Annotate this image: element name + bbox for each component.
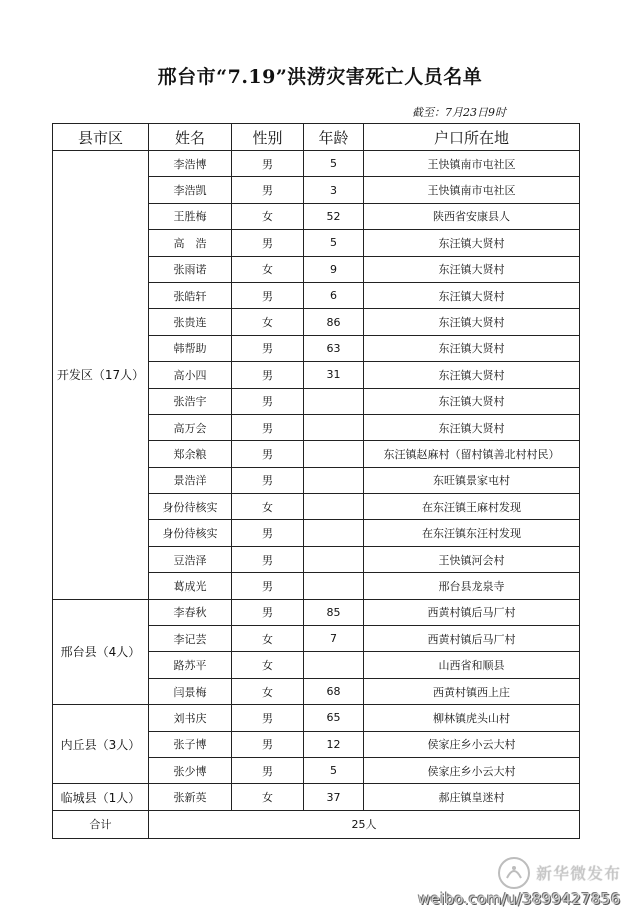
age-cell: 5 [304,230,364,256]
header-gender: 性别 [232,124,304,151]
as-of-timestamp: 截至：7月23日9时 [412,106,506,119]
name-cell: 张少博 [149,757,232,783]
name-cell: 景浩洋 [149,467,232,493]
name-cell: 闫景梅 [149,678,232,704]
gender-cell: 女 [232,256,304,282]
name-cell: 高万会 [149,414,232,440]
address-cell: 东汪镇大贤村 [364,335,580,361]
address-cell: 东汪镇大贤村 [364,414,580,440]
header-name: 姓名 [149,124,232,151]
gender-cell: 男 [232,414,304,440]
address-cell: 东汪镇大贤村 [364,362,580,388]
address-cell: 陕西省安康县人 [364,203,580,229]
name-cell: 王胜梅 [149,203,232,229]
table-header-row [53,124,580,151]
address-cell: 东汪镇大贤村 [364,309,580,335]
address-cell: 西黄村镇西上庄 [364,678,580,704]
name-cell: 韩帮助 [149,335,232,361]
name-cell: 张雨诺 [149,256,232,282]
gender-cell: 男 [232,230,304,256]
name-cell: 李浩凯 [149,177,232,203]
address-cell: 王快镇南市屯社区 [364,151,580,177]
gender-cell: 男 [232,388,304,414]
address-cell: 东汪镇大贤村 [364,388,580,414]
age-cell: 3 [304,177,364,203]
county-cell: 开发区（17人） [53,151,149,600]
watermark-name: 新华微发布 [536,864,622,883]
address-cell: 东汪镇赵麻村（留村镇善北村村民） [364,441,580,467]
age-cell: 9 [304,256,364,282]
address-cell: 东汪镇大贤村 [364,256,580,282]
county-cell: 内丘县（3人） [53,705,149,784]
age-cell: 52 [304,203,364,229]
gender-cell: 男 [232,520,304,546]
age-cell: 12 [304,731,364,757]
gender-cell: 男 [232,282,304,308]
age-cell: 6 [304,282,364,308]
gender-cell: 男 [232,731,304,757]
age-cell: 86 [304,309,364,335]
victims-table [52,123,580,839]
age-cell: 5 [304,151,364,177]
county-cell: 临城县（1人） [53,784,149,810]
page-title: 邢台市“7.19”洪涝灾害死亡人员名单 [157,66,483,88]
name-cell: 张子博 [149,731,232,757]
address-cell: 王快镇南市屯社区 [364,177,580,203]
name-cell: 豆浩泽 [149,546,232,572]
address-cell: 侯家庄乡小云大村 [364,731,580,757]
age-cell [304,388,364,414]
address-cell: 东汪镇大贤村 [364,230,580,256]
address-cell: 侯家庄乡小云大村 [364,757,580,783]
gender-cell: 男 [232,441,304,467]
name-cell: 郑余粮 [149,441,232,467]
name-cell: 张皓轩 [149,282,232,308]
name-cell: 李浩博 [149,151,232,177]
table-body [53,151,580,811]
age-cell [304,520,364,546]
gender-cell: 女 [232,678,304,704]
total-value: 25人 [149,810,580,838]
address-cell: 柳林镇虎头山村 [364,705,580,731]
name-cell: 张新英 [149,784,232,810]
header-county: 县市区 [53,124,149,151]
address-cell: 在东汪镇东汪村发现 [364,520,580,546]
age-cell [304,573,364,599]
age-cell: 5 [304,757,364,783]
total-label: 合计 [53,810,149,838]
address-cell: 郝庄镇皇迷村 [364,784,580,810]
address-cell: 东旺镇景家屯村 [364,467,580,493]
watermark-url: weibo.com/u/3899427856 [418,890,621,908]
gender-cell: 女 [232,309,304,335]
table-row [53,784,580,810]
address-cell: 东汪镇大贤村 [364,282,580,308]
gender-cell: 男 [232,546,304,572]
xinhua-logo-icon [497,856,531,890]
gender-cell: 女 [232,494,304,520]
gender-cell: 女 [232,784,304,810]
age-cell: 7 [304,626,364,652]
age-cell: 65 [304,705,364,731]
gender-cell: 男 [232,467,304,493]
address-cell: 西黄村镇后马厂村 [364,626,580,652]
name-cell: 高 浩 [149,230,232,256]
table-row [53,151,580,177]
county-cell: 邢台县（4人） [53,599,149,705]
gender-cell: 男 [232,573,304,599]
name-cell: 刘书庆 [149,705,232,731]
age-cell [304,494,364,520]
total-row [53,810,580,838]
gender-cell: 男 [232,757,304,783]
gender-cell: 女 [232,626,304,652]
age-cell: 37 [304,784,364,810]
name-cell: 张贵连 [149,309,232,335]
gender-cell: 男 [232,705,304,731]
age-cell [304,467,364,493]
name-cell: 高小四 [149,362,232,388]
gender-cell: 男 [232,177,304,203]
header-address: 户口所在地 [364,124,580,151]
address-cell: 西黄村镇后马厂村 [364,599,580,625]
gender-cell: 女 [232,652,304,678]
gender-cell: 男 [232,599,304,625]
name-cell: 身份待核实 [149,520,232,546]
name-cell: 身份待核实 [149,494,232,520]
name-cell: 葛成光 [149,573,232,599]
gender-cell: 男 [232,362,304,388]
age-cell: 68 [304,678,364,704]
gender-cell: 男 [232,335,304,361]
name-cell: 李春秋 [149,599,232,625]
address-cell: 在东汪镇王麻村发现 [364,494,580,520]
age-cell: 85 [304,599,364,625]
age-cell [304,441,364,467]
gender-cell: 女 [232,203,304,229]
gender-cell: 男 [232,151,304,177]
age-cell [304,546,364,572]
address-cell: 王快镇河会村 [364,546,580,572]
age-cell [304,414,364,440]
name-cell: 张浩宇 [149,388,232,414]
age-cell: 63 [304,335,364,361]
age-cell: 31 [304,362,364,388]
table-row [53,599,580,625]
address-cell: 邢台县龙泉寺 [364,573,580,599]
address-cell: 山西省和顺县 [364,652,580,678]
name-cell: 路苏平 [149,652,232,678]
header-age: 年龄 [304,124,364,151]
name-cell: 李记芸 [149,626,232,652]
table-row [53,705,580,731]
age-cell [304,652,364,678]
